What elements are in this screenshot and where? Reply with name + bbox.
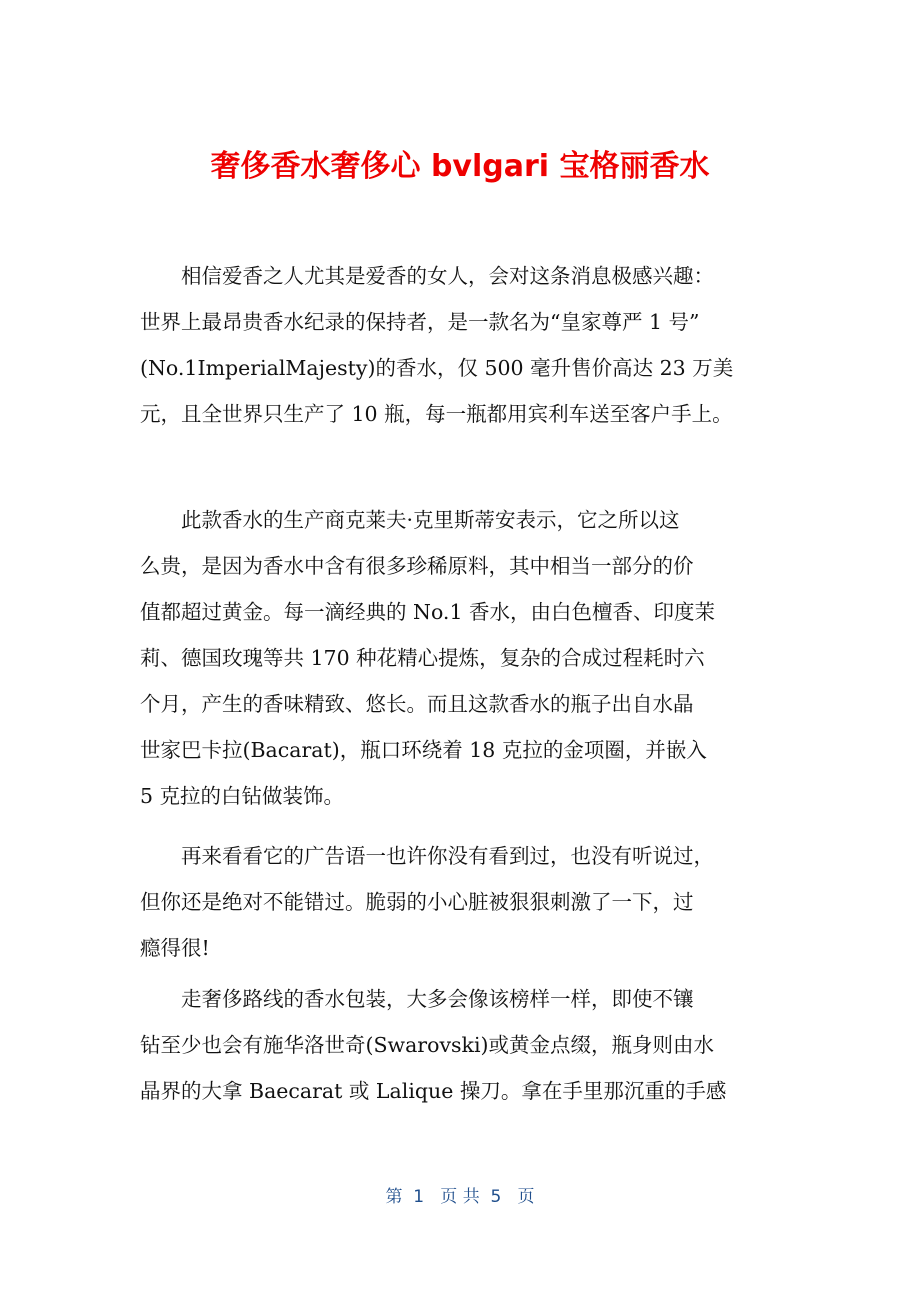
paragraph-line: 世界上最昂贵香水纪录的保持者，是一款名为“皇家尊严 1 号” <box>140 310 700 334</box>
paragraph-4 <box>140 976 726 1114</box>
paragraph-line: 钻至少也会有施华洛世奇(Swarovski)或黄金点缀，瓶身则由水 <box>140 1033 715 1057</box>
paragraph-line: (No.1ImperialMajesty)的香水，仅 500 毫升售价高达 23 万美 <box>140 356 734 380</box>
paragraph-line: 世家巴卡拉(Bacarat)，瓶口环绕着 18 克拉的金项圈，并嵌入 <box>140 738 707 762</box>
paragraph-line: 5 克拉的白钻做装饰。 <box>140 784 345 808</box>
paragraph-line: 元，且全世界只生产了 10 瓶，每一瓶都用宾利车送至客户手上。 <box>140 402 733 426</box>
paragraph-line: 莉、德国玫瑰等共 170 种花精心提炼，复杂的合成过程耗时六 <box>140 646 705 670</box>
paragraph-line: 值都超过黄金。每一滴经典的 No.1 香水，由白色檀香、印度茉 <box>140 600 716 624</box>
paragraph-line: 晶界的大拿 Baecarat 或 Lalique 操刀。拿在手里那沉重的手感 <box>140 1079 727 1103</box>
paragraph-line: 瘾得很! <box>140 936 210 960</box>
paragraph-2 <box>140 497 715 819</box>
paragraph-line: 走奢侈路线的香水包装，大多会像该榜样一样，即使不镶 <box>181 987 694 1011</box>
paragraph-line: 相信爱香之人尤其是爱香的女人，会对这条消息极感兴趣： <box>181 264 714 288</box>
paragraph-line: 但你还是绝对不能错过。脆弱的小心脏被狠狠刺激了一下，过 <box>140 890 694 914</box>
paragraph-1 <box>140 253 733 437</box>
document-title: 奢侈香水奢侈心 bvlgari 宝格丽香水 <box>210 149 710 184</box>
paragraph-line: 再来看看它的广告语一也许你没有看到过，也没有听说过， <box>181 844 714 868</box>
page-number: 第 1 页 共 5 页 <box>385 1187 535 1207</box>
paragraph-line: 么贵，是因为香水中含有很多珍稀原料，其中相当一部分的价 <box>140 554 694 578</box>
paragraph-3 <box>140 833 714 971</box>
paragraph-line: 此款香水的生产商克莱夫·克里斯蒂安表示，它之所以这 <box>181 508 680 532</box>
paragraph-line: 个月，产生的香味精致、悠长。而且这款香水的瓶子出自水晶 <box>140 692 694 716</box>
